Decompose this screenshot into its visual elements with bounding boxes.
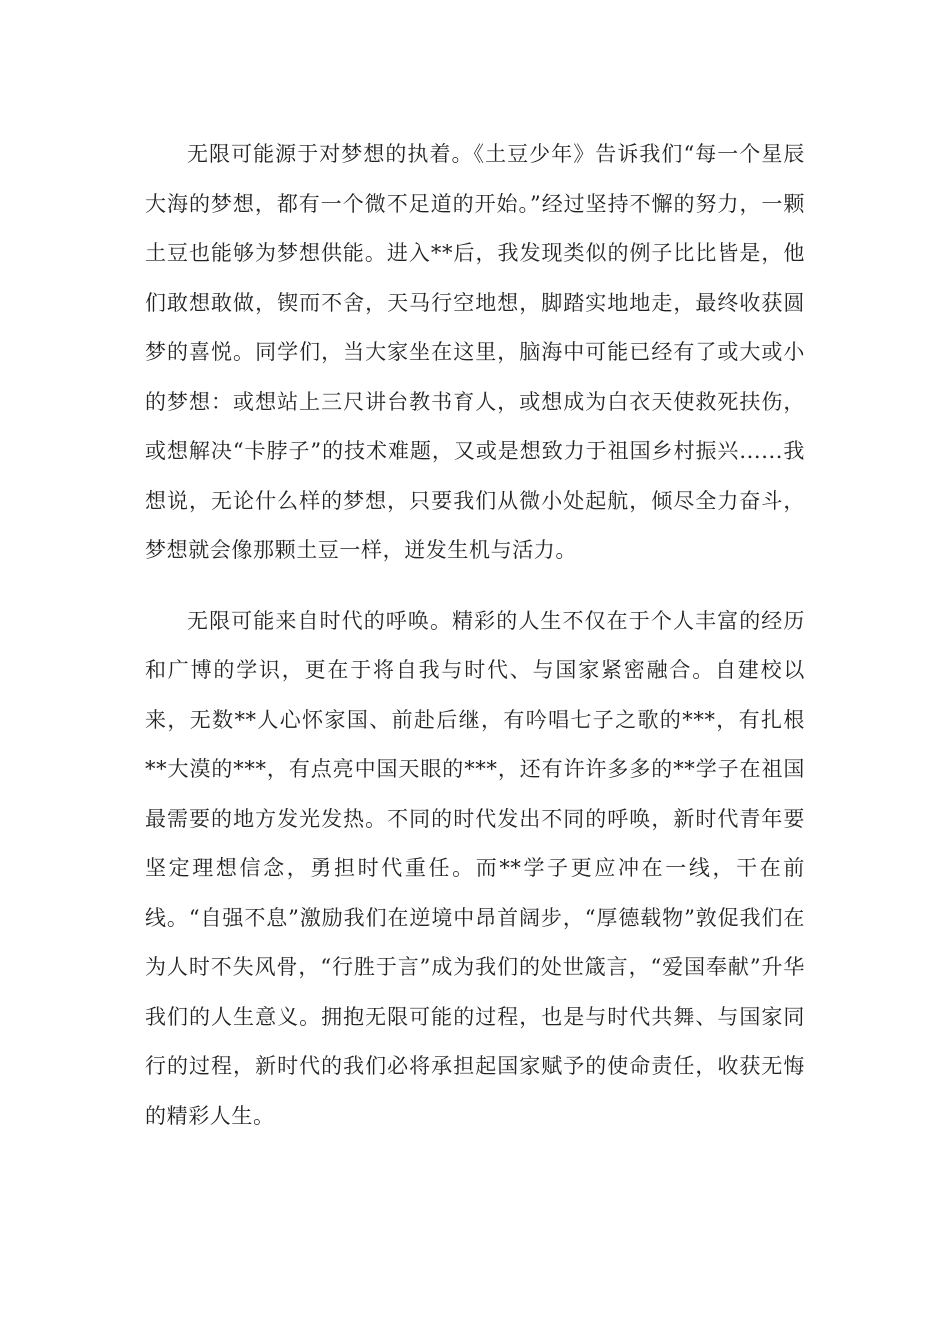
document-body [145, 130, 805, 1141]
paragraph-dream: 无限可能源于对梦想的执着。《土豆少年》告诉我们“每一个星辰大海的梦想，都有一个微不足道的开始。”经过坚持不懈的努力，一颗土豆也能够为梦想供能。进入**后，我发现类似的例子比比皆是，他们敢想敢做，锲而不舍，天马行空地想，脚踏实地地走，最终收获圆梦的喜悦。同学们，当大家坐在这里，脑海中可能已经有了或大或小的梦想：或想站上三尺讲台教书育人，或想成为白衣天使救死扶伤，或想解决“卡脖子”的技术难题，又或是想致力于祖国乡村振兴......我想说，无论什么样的梦想，只要我们从微小处起航，倾尽全力奋斗，梦想就会像那颗土豆一样，迸发生机与活力。 [145, 142, 805, 562]
paragraph-era: 无限可能来自时代的呼唤。精彩的人生不仅在于个人丰富的经历和广博的学识，更在于将自我与时代、与国家紧密融合。自建校以来，无数**人心怀家国、前赴后继，有吟唱七子之歌的***，有扎根**大漠的***，有点亮中国天眼的***，还有许许多多的**学子在祖国最需要的地方发光发热。不同的时代发出不同的呼唤，新时代青年要坚定理想信念，勇担时代重任。而**学子更应冲在一线，干在前线。“自强不息”激励我们在逆境中昂首阔步，“厚德载物”敦促我们在为人时不失风骨，“行胜于言”成为我们的处世箴言，“爱国奉献”升华我们的人生意义。拥抱无限可能的过程，也是与时代共舞、与国家同行的过程，新时代的我们必将承担起国家赋予的使命责任，收获无悔的精彩人生。 [145, 608, 805, 1128]
